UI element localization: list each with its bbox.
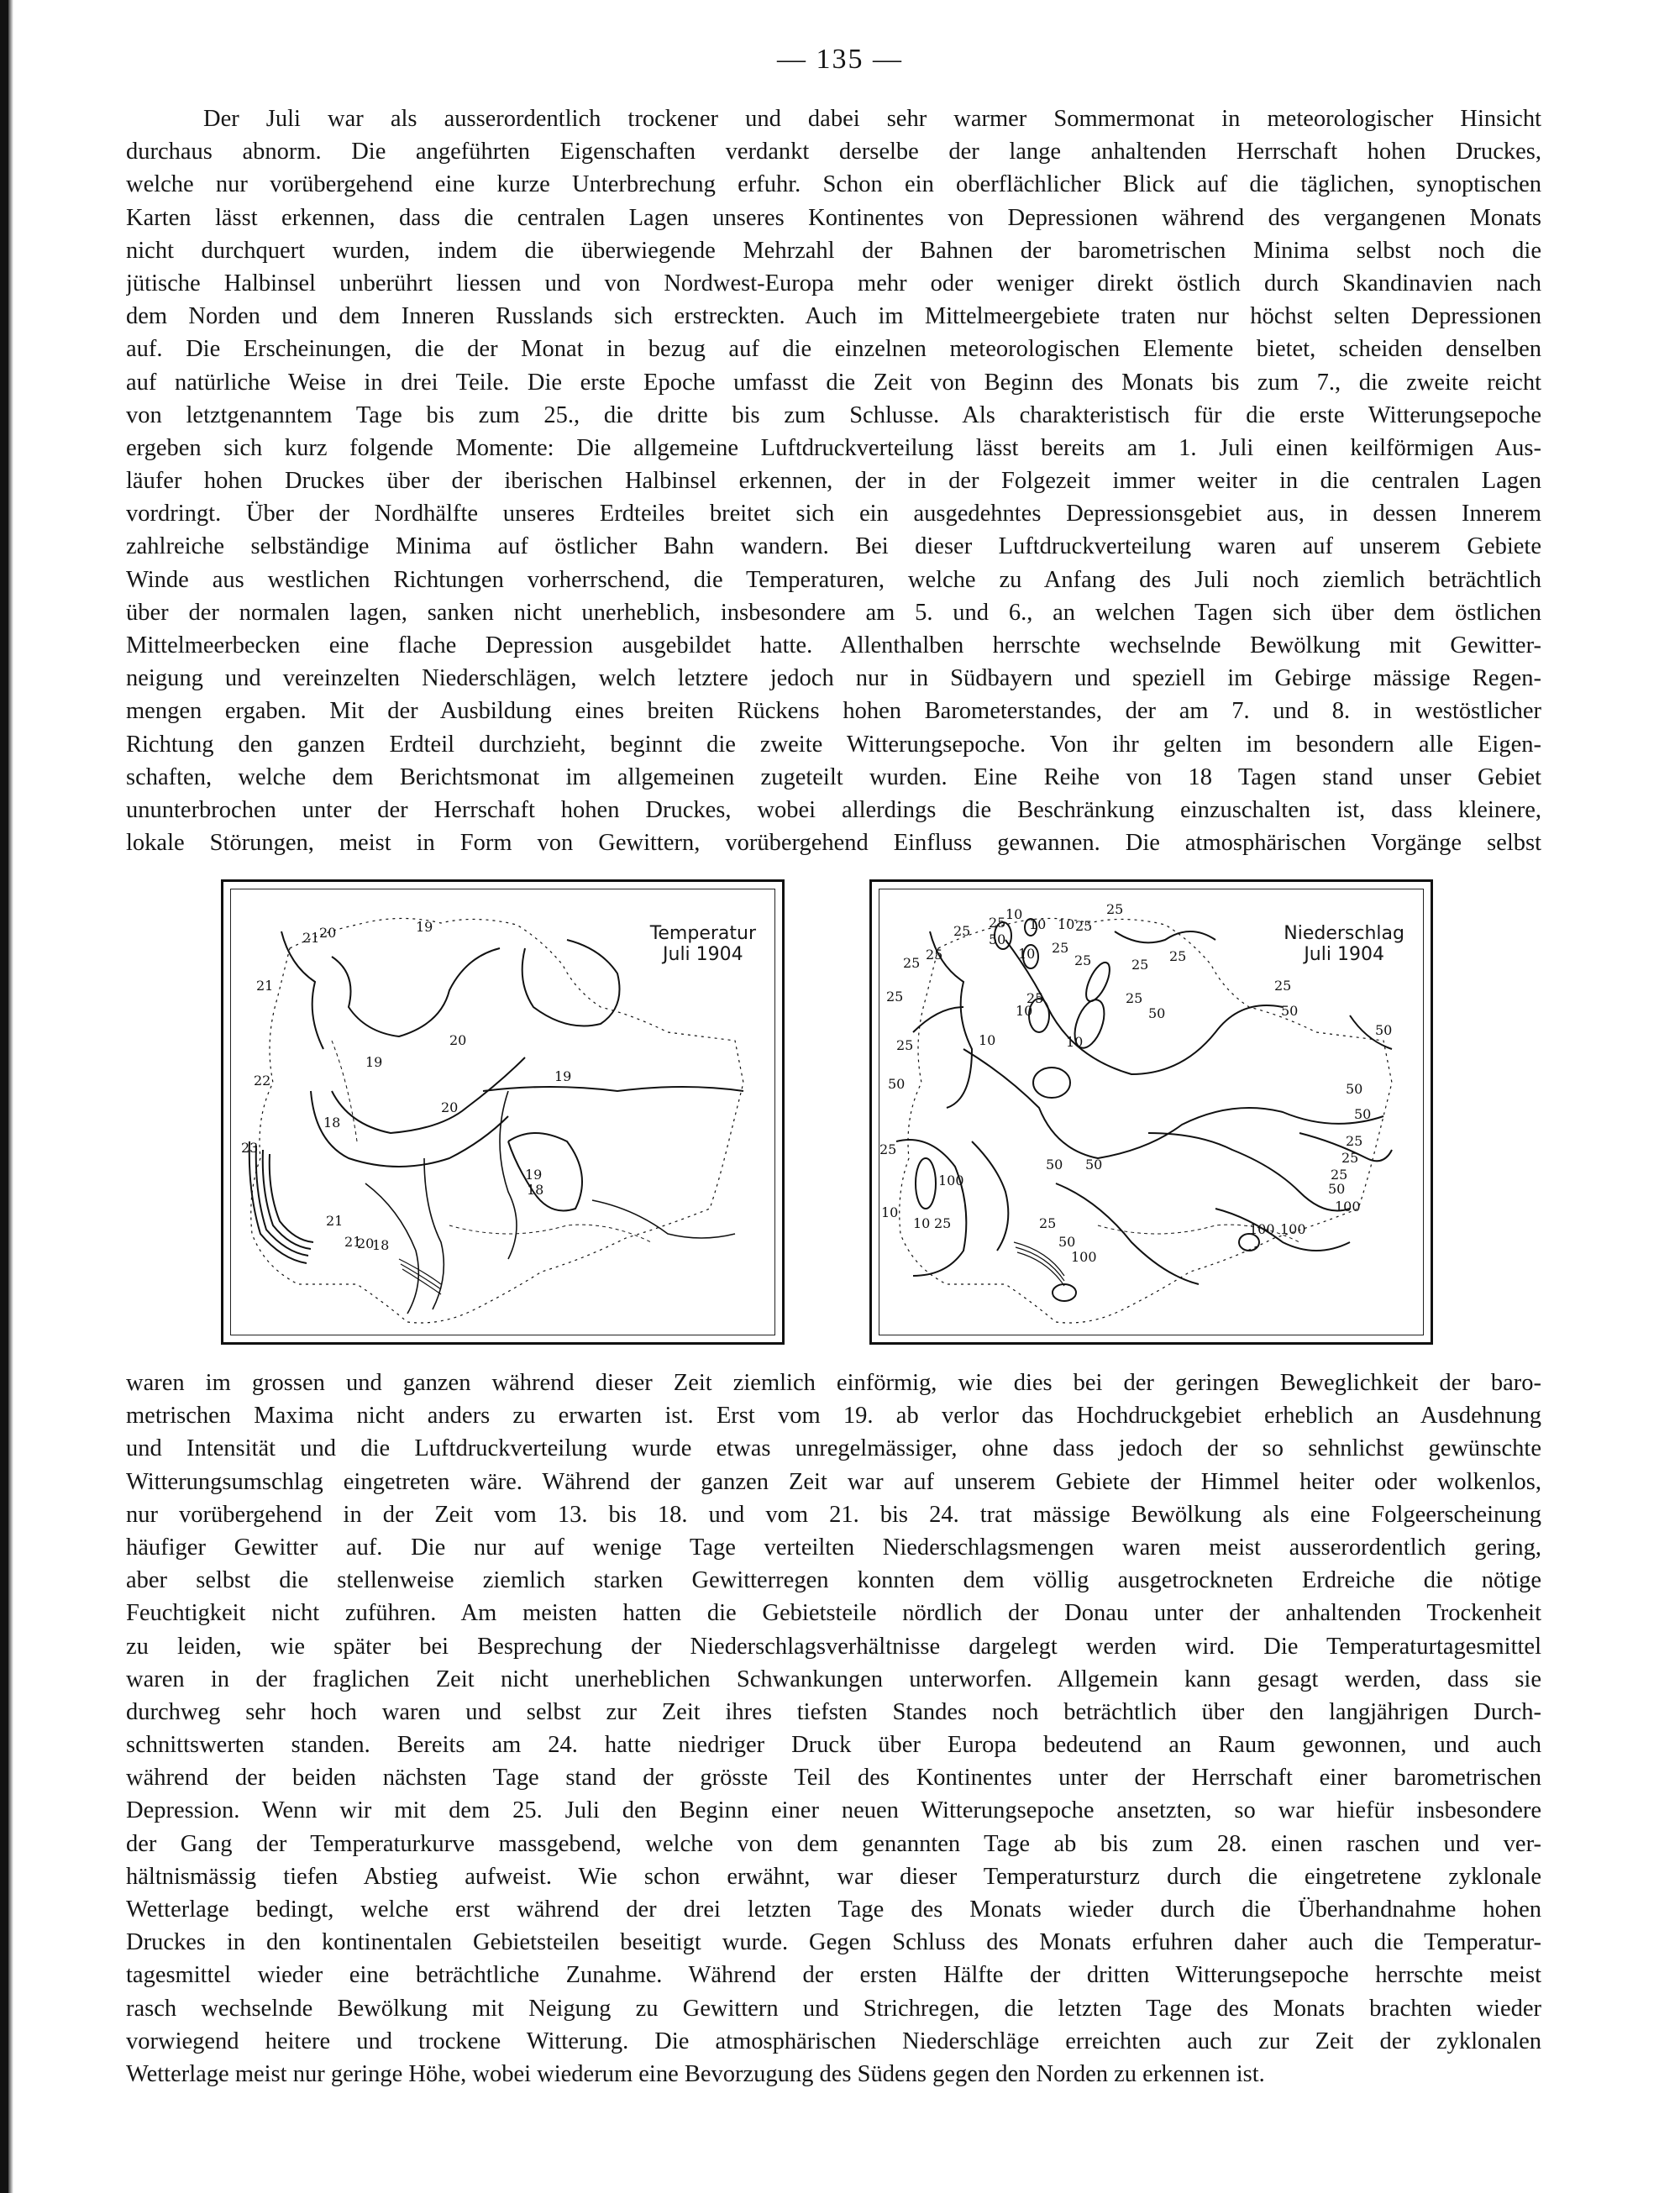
isohyet-label: 50	[1281, 1003, 1299, 1019]
page-number: — 135 —	[777, 44, 903, 75]
text-line: dem Norden und dem Inneren Russlands sich erstreckten. Auch im Mittelmeergebiete traten nur höchst selten Depressionen	[126, 303, 1541, 330]
isohyet-label: 25	[1039, 1215, 1057, 1231]
isotherm-label: 20	[441, 1099, 459, 1115]
isohyet-label: 10	[1058, 916, 1075, 932]
isohyet-label: 50	[1375, 1022, 1393, 1038]
isohyet-label: 10	[913, 1215, 931, 1231]
text-line: und Intensität und die Luftdruckverteilung wurde etwas unregelmässiger, ohne dass jedoch der so sehnlichst gewünschte	[126, 1435, 1541, 1462]
isotherm-label: 19	[525, 1167, 543, 1183]
map-title-line: Niederschlag	[1284, 923, 1404, 944]
text-line: ergeben sich kurz folgende Momente: Die allgemeine Luftdruckverteilung lässt bereits am 1. Juli einen keilförmigen Aus-	[126, 434, 1541, 461]
text-line: waren im grossen und ganzen während dieser Zeit ziemlich einförmig, wie dies bei der geringen Beweglichkeit der baro-	[126, 1370, 1541, 1396]
isohyet-label: 25	[1106, 901, 1124, 917]
isohyet-label: 50	[989, 931, 1006, 947]
isotherm-label: 19	[365, 1054, 383, 1070]
isohyet-label: 25	[1169, 948, 1187, 964]
text-line: der Gang der Temperaturkurve massgebend, welche von dem genannten Tage ab bis zum 28. einen raschen und ver-	[126, 1830, 1541, 1857]
text-line: Wetterlage meist nur geringe Höhe, wobei wiederum eine Bevorzugung des Südens gegen den Norden zu erkennen ist.	[126, 2060, 1265, 2087]
isotherm-label: 21	[344, 1234, 362, 1250]
text-line: durchweg sehr hoch waren und selbst zur Zeit ihres tiefsten Standes noch beträchtlich über den langjährigen Durch-	[126, 1698, 1541, 1725]
text-line: über der normalen lagen, sanken nicht unerheblich, insbesondere am 5. und 6., an welchen Tagen sich über dem östlichen	[126, 599, 1541, 626]
isotherm-label: 18	[527, 1182, 544, 1198]
text-line: vordringt. Über der Nordhälfte unseres Erdteiles breitet sich ein ausgedehntes Depressionsgebiet aus, in dessen Innerem	[126, 501, 1541, 527]
text-line: tagesmittel wieder eine beträchtliche Zunahme. Während der ersten Hälfte der dritten Witterungsepoche herrschte meist	[126, 1962, 1541, 1989]
precipitation-map	[869, 879, 1433, 1345]
isohyet-label: 25	[1346, 1133, 1363, 1149]
isohyet-label: 25	[1126, 990, 1143, 1006]
isohyet-label: 25	[934, 1215, 952, 1231]
isohyet-label: 100	[1280, 1221, 1306, 1237]
text-line: aber selbst die stellenweise ziemlich starken Gewitterregen konnten dem völlig ausgetrockneten Erdreiche die nötige	[126, 1567, 1541, 1594]
isotherm-label: 19	[416, 919, 433, 935]
text-line: hältnismässig tiefen Abstieg aufweist. Wie schon erwähnt, war dieser Temperatursturz durch die eingetretene zyklonale	[126, 1863, 1541, 1890]
text-line: jütische Halbinsel unberührt liessen und von Nordwest-Europa mehr oder weniger direkt östlich durch Skandinavien nach	[126, 270, 1541, 296]
text-line: ununterbrochen unter der Herrschaft hohen Druckes, wobei allerdings die Beschränkung einzuschalten ist, dass kleinere,	[126, 796, 1541, 823]
text-line: nicht durchquert wurden, indem die überwiegende Mehrzahl der Bahnen der barometrischen Minima selbst noch die	[126, 237, 1541, 264]
isohyet-label: 25	[1341, 1150, 1359, 1166]
text-line: waren in der fraglichen Zeit nicht unerheblichen Schwankungen unterworfen. Allgemein kann gesagt werden, dass sie	[126, 1666, 1541, 1692]
isohyet-label: 50	[1058, 1234, 1076, 1250]
isohyet-label: 25	[896, 1037, 914, 1053]
isohyet-label: 50	[1354, 1106, 1372, 1122]
text-line: Richtung den ganzen Erdteil durchzieht, beginnt die zweite Witterungsepoche. Von ihr gelten im besondern alle Eigen-	[126, 731, 1541, 758]
isohyet-label: 25	[1131, 957, 1149, 973]
isotherm-label: 22	[254, 1073, 271, 1089]
isotherm-label: 21	[326, 1213, 344, 1229]
isotherm-label: 23	[241, 1140, 259, 1156]
precipitation-map-title	[1284, 923, 1404, 965]
text-line: Druckes in den kontinentalen Gebietsteilen beseitigt wurde. Gegen Schluss des Monats erfuhren daher auch die Temperatur-	[126, 1929, 1541, 1956]
text-line: Depression. Wenn wir mit dem 25. Juli den Beginn einer neuen Witterungsepoche ansetzten, so war hiefür insbesondere	[126, 1797, 1541, 1824]
text-line: häufiger Gewitter auf. Die nur auf wenige Tage verteilten Niederschlagsmengen waren meist ausserordentlich gering,	[126, 1534, 1541, 1561]
isotherm-label: 21	[256, 978, 274, 994]
text-line: läufer hohen Druckes über der iberischen Halbinsel erkennen, der in der Folgezeit immer weiter in die centralen Lagen	[126, 468, 1541, 495]
paragraph-top	[126, 102, 1541, 859]
text-line: Karten lässt erkennen, dass die centralen Lagen unseres Kontinentes von Depressionen während des vergangenen Monats	[126, 204, 1541, 231]
text-line: metrischen Maxima nicht anders zu erwarten ist. Erst vom 19. ab verlor das Hochdruckgebiet erheblich an Ausdehnung	[126, 1403, 1541, 1430]
isohyet-label: 50	[1328, 1181, 1346, 1197]
text-line: rasch wechselnde Bewölkung mit Neigung zu Gewittern und Strichregen, die letzten Tage des Monats brachten wieder	[126, 1995, 1541, 2022]
binding-edge	[0, 0, 8, 2193]
text-line: Mittelmeerbecken eine flache Depression ausgebildet hatte. Allenthalben herrschte wechselnde Bewölkung mit Gewitter-	[126, 632, 1541, 658]
isohyet-label: 25	[903, 955, 921, 971]
text-line: vorwiegend heitere und trockene Witterung. Die atmosphärischen Niederschläge erreichten auch zur Zeit der zyklonalen	[126, 2028, 1541, 2054]
text-line: durchaus abnorm. Die angeführten Eigenschaften verdankt derselbe der lange anhaltenden Herrschaft hohen Druckes,	[126, 139, 1541, 165]
isohyet-label: 25	[1274, 978, 1292, 994]
isotherm-label: 19	[554, 1068, 572, 1084]
isohyet-label: 25	[926, 947, 943, 963]
isohyet-label: 50	[1148, 1005, 1166, 1021]
isohyet-label: 25	[879, 1141, 897, 1157]
isohyet-label: 25	[1331, 1167, 1348, 1183]
isohyet-label: 10	[1005, 906, 1023, 922]
isohyet-label: 25	[886, 989, 904, 1005]
text-line: von letztgenanntem Tage bis zum 25., die dritte bis zum Schlusse. Als charakteristisch für die erste Witterungsepoche	[126, 401, 1541, 428]
map-title-line: Juli 1904	[663, 944, 743, 965]
isohyet-label: 50	[1346, 1081, 1363, 1097]
isotherm-label: 18	[323, 1115, 341, 1131]
text-line: schnittswerten standen. Bereits am 24. hatte niedriger Druck über Europa bedeutend an Raum gewonnen, und auch	[126, 1732, 1541, 1759]
binding-shadow	[8, 0, 13, 2193]
map-title-line: Temperatur	[649, 923, 756, 944]
isohyet-label: 100	[1071, 1249, 1097, 1265]
text-line: während der beiden nächsten Tage stand der grösste Teil des Kontinentes unter der Herrschaft einer barometrischen	[126, 1765, 1541, 1792]
isohyet-label: 10	[1018, 946, 1036, 962]
isohyet-label: 10	[979, 1032, 996, 1048]
isohyet-label: 50	[1046, 1157, 1063, 1173]
text-line: lokale Störungen, meist in Form von Gewittern, vorübergehend Einfluss gewannen. Die atmosphärischen Vorgänge selbst	[126, 830, 1541, 857]
text-line: Witterungsumschlag eingetreten wäre. Während der ganzen Zeit war auf unserem Gebiete der Himmel heiter oder wolkenlos,	[126, 1468, 1541, 1495]
text-line: Wetterlage bedingt, welche erst während der drei letzten Tage des Monats wieder durch die Überhandnahme hohen	[126, 1897, 1541, 1923]
isohyet-label: 100	[1335, 1199, 1361, 1215]
text-line: zu leiden, wie später bei Besprechung der Niederschlagsverhältnisse dargelegt werden wird. Die Temperaturtagesmittel	[126, 1633, 1541, 1660]
text-line: Winde aus westlichen Richtungen vorherrschend, die Temperaturen, welche zu Anfang des Juli noch ziemlich beträchtlich	[126, 566, 1541, 593]
text-line: neigung und vereinzelten Niederschlägen, welch letztere jedoch nur in Südbayern und speziell im Gebirge mässige Regen-	[126, 665, 1541, 692]
text-line: nur vorübergehend in der Zeit vom 13. bis 18. und vom 21. bis 24. trat mässige Bewölkung als eine Folgeerscheinung	[126, 1501, 1541, 1528]
isohyet-label: 10	[881, 1204, 899, 1220]
temperature-map	[221, 879, 785, 1345]
temperature-map-title	[650, 923, 756, 965]
text-line: schaften, welche dem Berichtsmonat im allgemeinen zugeteilt wurden. Eine Reihe von 18 Tagen stand unser Gebiet	[126, 763, 1541, 790]
isohyet-label: 25	[953, 923, 971, 939]
isotherm-label: 21	[302, 930, 320, 946]
isohyet-label: 10	[1016, 1003, 1033, 1019]
isotherm-label: 20	[357, 1236, 375, 1251]
text-line: mengen ergaben. Mit der Ausbildung eines breiten Rückens hohen Barometerstandes, der am 7. und 8. in westöstlicher	[126, 698, 1541, 725]
map-frame	[879, 889, 1424, 1335]
text-line: welche nur vorübergehend eine kurze Unterbrechung erfuhr. Schon ein oberflächlicher Blick auf die täglichen, synoptischen	[126, 171, 1541, 198]
isohyet-label: 25	[1052, 940, 1069, 956]
text-line: Feuchtigkeit nicht zuführen. Am meisten hatten die Gebietsteile nördlich der Donau unter der anhaltenden Trockenheit	[126, 1600, 1541, 1627]
isohyet-label: 100	[938, 1173, 964, 1188]
isohyet-label: 25	[1026, 990, 1044, 1006]
text-line: Der Juli war als ausserordentlich trockener und dabei sehr warmer Sommermonat in meteorologischer Hinsicht	[203, 106, 1541, 132]
map-title-line: Juli 1904	[1304, 944, 1384, 965]
paragraph-bottom	[126, 1367, 1541, 2091]
text-line: auf natürliche Weise in drei Teile. Die erste Epoche umfasst die Zeit von Beginn des Monats bis zum 7., die zweite reicht	[126, 369, 1541, 396]
isohyet-label: 25	[1074, 952, 1092, 968]
isotherm-label: 18	[372, 1237, 390, 1253]
text-line: auf. Die Erscheinungen, die der Monat in bezug auf die einzelnen meteorologischen Elemente bietet, scheiden denselben	[126, 336, 1541, 363]
isohyet-label: 10	[1066, 1034, 1084, 1050]
isotherm-label: 20	[449, 1032, 467, 1048]
isohyet-label: 100	[1249, 1221, 1275, 1237]
isohyet-label: 10	[1029, 916, 1047, 932]
isohyet-label: 25	[989, 915, 1006, 931]
text-line: zahlreiche selbständige Minima auf östlicher Bahn wandern. Bei dieser Luftdruckverteilung waren auf unserem Gebiete	[126, 533, 1541, 560]
isohyet-label: 25	[1075, 918, 1093, 934]
isohyet-label: 50	[888, 1076, 906, 1092]
isohyet-label: 50	[1085, 1157, 1103, 1173]
map-frame	[230, 889, 775, 1335]
isotherm-label: 20	[319, 925, 337, 941]
